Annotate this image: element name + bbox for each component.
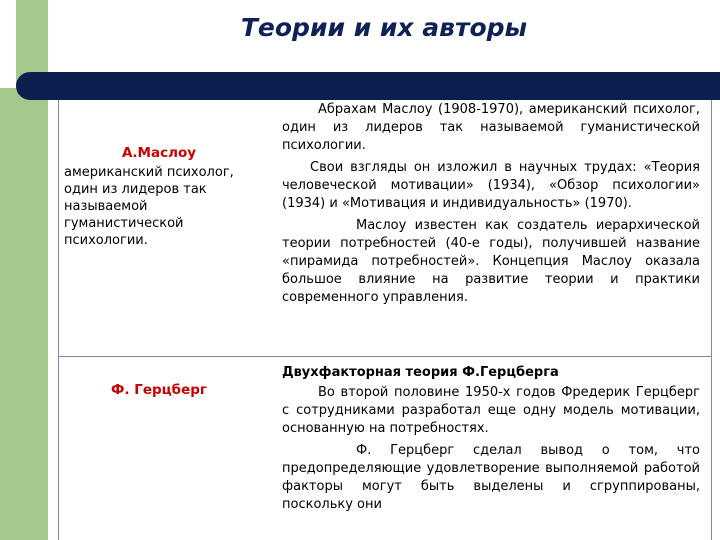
header-bar [16, 72, 720, 100]
author-cell-maslow [64, 145, 254, 249]
table-border-left [58, 100, 59, 540]
table-border-right [711, 100, 712, 540]
author-name: Ф. Герцберг [111, 382, 207, 398]
theory-paragraph: Абрахам Маслоу (1908-1970), американский психолог, один из лидеров так называемой гуманистической психологии. [282, 102, 700, 153]
row-divider [58, 356, 712, 357]
author-summary: американский психолог, один из лидеров так называемой гуманистической психологии. [64, 165, 234, 248]
author-cell-herzberg [64, 382, 254, 401]
theory-paragraph: Ф. Герцберг сделал вывод о том, что предопределяющие удовлетворение выполняемой работой факторы могут быть выделены и сгруппированы, поскольку они [282, 443, 700, 512]
decorative-corner [0, 0, 16, 88]
theory-paragraph: Свои взгляды он изложил в научных трудах: «Теория человеческой мотивации» (1934), «Обзор психологии» (1934) и «Мотивация и индивидуальность» (1970). [282, 160, 700, 211]
theory-cell-maslow [282, 101, 700, 311]
slide-title: Теории и их авторы [240, 13, 528, 42]
theory-heading: Двухфакторная теория Ф.Герцберга [282, 365, 559, 380]
theory-cell-herzberg [282, 364, 700, 518]
theory-paragraph: Во второй половине 1950-х годов Фредерик Герцберг с сотрудниками разработал еще одну модель мотивации, основанную на потребностях. [282, 385, 700, 436]
theory-paragraph: Маслоу известен как создатель иерархической теории потребностей (40-е годы), получившей название «пирамида потребностей». Концепция Маслоу оказала большое влияние на развитие теории и практики современного управления. [282, 218, 700, 305]
author-name: А.Маслоу [121, 145, 197, 161]
